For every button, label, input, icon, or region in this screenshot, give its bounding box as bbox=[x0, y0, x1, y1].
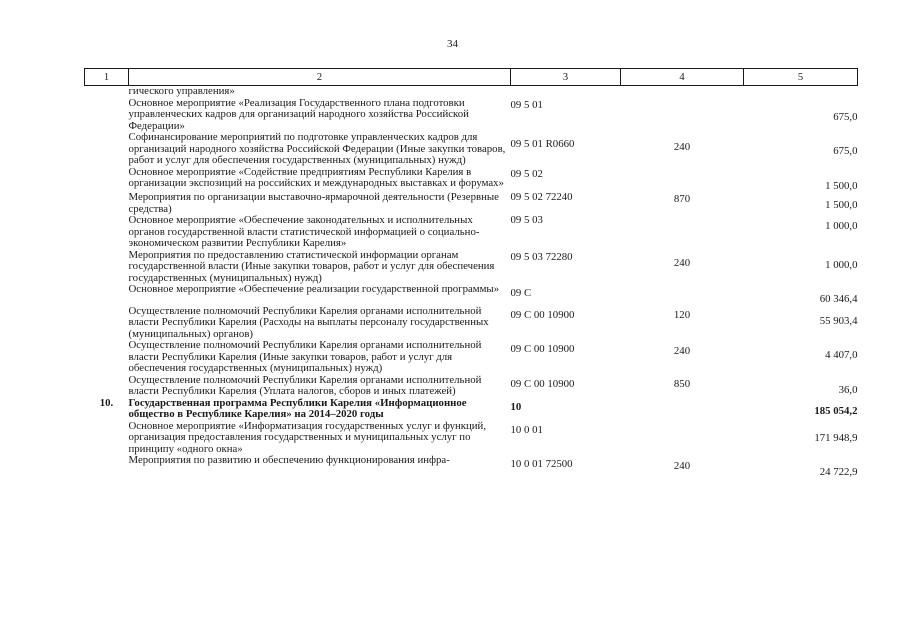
row-description: Мероприятия по организации выставочно-ярмарочной деятельности (Резервные средства) bbox=[128, 191, 499, 215]
row-number bbox=[85, 340, 129, 375]
table-row bbox=[85, 167, 858, 193]
table-row bbox=[85, 250, 858, 285]
budget-table bbox=[84, 68, 858, 479]
row-number bbox=[85, 192, 129, 215]
row-budget-code: 09 С 00 10900 bbox=[510, 308, 575, 321]
row-number bbox=[85, 167, 129, 193]
row-expense-type bbox=[621, 98, 744, 133]
row-number bbox=[85, 375, 129, 398]
table-row bbox=[85, 98, 858, 133]
row-number bbox=[85, 98, 129, 133]
row-description: Мероприятия по предоставлению статистической информации органам государственной власти (Иные закупки товаров, работ и услуг для обеспечения государственных (муниципальных) нужд) bbox=[128, 248, 495, 284]
row-amount: 1 000,0 bbox=[825, 220, 858, 232]
page-number: 34 bbox=[447, 38, 458, 50]
row-number bbox=[85, 215, 129, 250]
row-expense-type bbox=[621, 284, 744, 306]
row-number bbox=[85, 421, 129, 456]
row-budget-code bbox=[511, 86, 621, 98]
row-expense-type: 240 bbox=[673, 460, 691, 472]
row-number bbox=[85, 284, 129, 306]
row-description: Государственная программа Республики Карелия «Информационное общество в Республике Карелия» на 2014–2020 годы bbox=[128, 396, 467, 420]
row-amount: 1 500,0 bbox=[825, 199, 858, 211]
row-expense-type bbox=[621, 167, 744, 193]
row-expense-type: 120 bbox=[673, 308, 691, 321]
row-budget-code: 09 5 01 R0660 bbox=[510, 138, 575, 150]
table-row bbox=[85, 455, 858, 479]
table-row bbox=[85, 340, 858, 375]
row-expense-type: 240 bbox=[673, 141, 691, 153]
row-number bbox=[85, 86, 129, 98]
row-expense-type: 240 bbox=[673, 256, 691, 269]
column-header-2: 2 bbox=[129, 69, 511, 86]
row-amount: 60 346,4 bbox=[819, 293, 858, 305]
row-amount: 1 000,0 bbox=[825, 258, 858, 271]
table-row bbox=[85, 132, 858, 167]
row-expense-type: 850 bbox=[673, 377, 691, 390]
row-description: Основное мероприятие «Реализация Государственного плана подготовки управленческих кадров для организаций народного хозяйства Российской Федерации» bbox=[128, 96, 469, 132]
row-expense-type bbox=[621, 398, 744, 421]
row-number bbox=[85, 306, 129, 341]
table-row bbox=[85, 375, 858, 398]
column-header-1: 1 bbox=[85, 69, 129, 86]
row-number bbox=[85, 132, 129, 167]
table-row bbox=[85, 306, 858, 341]
row-budget-code: 09 С 00 10900 bbox=[510, 343, 575, 355]
row-budget-code: 09 5 01 bbox=[510, 98, 543, 111]
table-row bbox=[85, 284, 858, 306]
row-description: гического управления» bbox=[128, 85, 235, 97]
row-budget-code: 10 0 01 72500 bbox=[510, 458, 573, 470]
row-amount: 171 948,9 bbox=[814, 431, 858, 444]
table-row bbox=[85, 86, 858, 98]
row-number bbox=[85, 455, 129, 479]
row-amount: 24 722,9 bbox=[819, 466, 858, 478]
row-amount: 675,0 bbox=[833, 145, 858, 157]
table-row bbox=[85, 215, 858, 250]
row-budget-code: 10 bbox=[510, 400, 522, 413]
row-expense-type: 240 bbox=[673, 345, 691, 357]
row-budget-code: 09 С 00 10900 bbox=[510, 377, 575, 390]
table-row bbox=[85, 192, 858, 215]
row-description: Основное мероприятие «Содействие предприятиям Республики Карелия в организации экспозиций на российских и международных выставках и форумах» bbox=[128, 165, 504, 189]
row-budget-code: 09 5 02 bbox=[510, 167, 543, 180]
table-row bbox=[85, 398, 858, 421]
row-description: Осуществление полномочий Республики Карелия органами исполнительной власти Республики Карелия (Расходы на выплаты персоналу государственных (муниципальных) органов) bbox=[128, 304, 489, 340]
row-budget-code: 09 5 02 72240 bbox=[510, 191, 573, 203]
row-description: Осуществление полномочий Республики Карелия органами исполнительной власти Республики Карелия (Уплата налогов, сборов и иных платежей) bbox=[128, 373, 482, 397]
row-expense-type bbox=[621, 215, 744, 250]
row-expense-type: 870 bbox=[673, 193, 691, 205]
column-header-5: 5 bbox=[744, 69, 858, 86]
row-budget-code: 10 0 01 bbox=[510, 423, 543, 436]
row-amount: 36,0 bbox=[838, 383, 858, 396]
row-description: Основное мероприятие «Обеспечение реализации государственной программы» bbox=[128, 283, 500, 295]
row-description: Софинансирование мероприятий по подготовке управленческих кадров для организаций народного хозяйства Российской Федерации (Иные закупки товаров, работ и услуг для обеспечения государственных (муниципальных) нужд) bbox=[128, 131, 506, 166]
table-row bbox=[85, 421, 858, 456]
row-amount: 55 903,4 bbox=[819, 314, 858, 327]
row-amount: 1 500,0 bbox=[825, 179, 858, 192]
row-budget-code: 09 5 03 72280 bbox=[510, 250, 573, 263]
column-header-3: 3 bbox=[511, 69, 621, 86]
row-amount bbox=[744, 86, 858, 98]
row-number: 10. bbox=[99, 396, 114, 409]
header-row bbox=[85, 69, 858, 86]
row-amount: 675,0 bbox=[833, 110, 858, 123]
row-number bbox=[85, 250, 129, 285]
row-expense-type bbox=[621, 86, 744, 98]
row-description: Основное мероприятие «Информатизация государственных услуг и функций, организация предоставления государственных и муниципальных услуг по принципу «одного окна» bbox=[128, 419, 487, 455]
row-description: Осуществление полномочий Республики Карелия органами исполнительной власти Республики Карелия (Иные закупки товаров, работ и услуг для обеспечения государственных (муниципальных) нужд) bbox=[128, 339, 482, 374]
row-amount: 185 054,2 bbox=[814, 404, 858, 417]
row-budget-code: 09 С bbox=[510, 287, 532, 299]
row-description: Основное мероприятие «Обеспечение законодательных и исполнительных органов государственной власти статистической информацией о социально-экономическом развитии Республики Карелия» bbox=[128, 214, 480, 249]
column-header-4: 4 bbox=[621, 69, 744, 86]
row-budget-code: 09 5 03 bbox=[510, 214, 543, 226]
row-expense-type bbox=[621, 421, 744, 456]
row-amount: 4 407,0 bbox=[825, 349, 858, 361]
row-description: Мероприятия по развитию и обеспечению функционирования инфра- bbox=[128, 454, 450, 466]
